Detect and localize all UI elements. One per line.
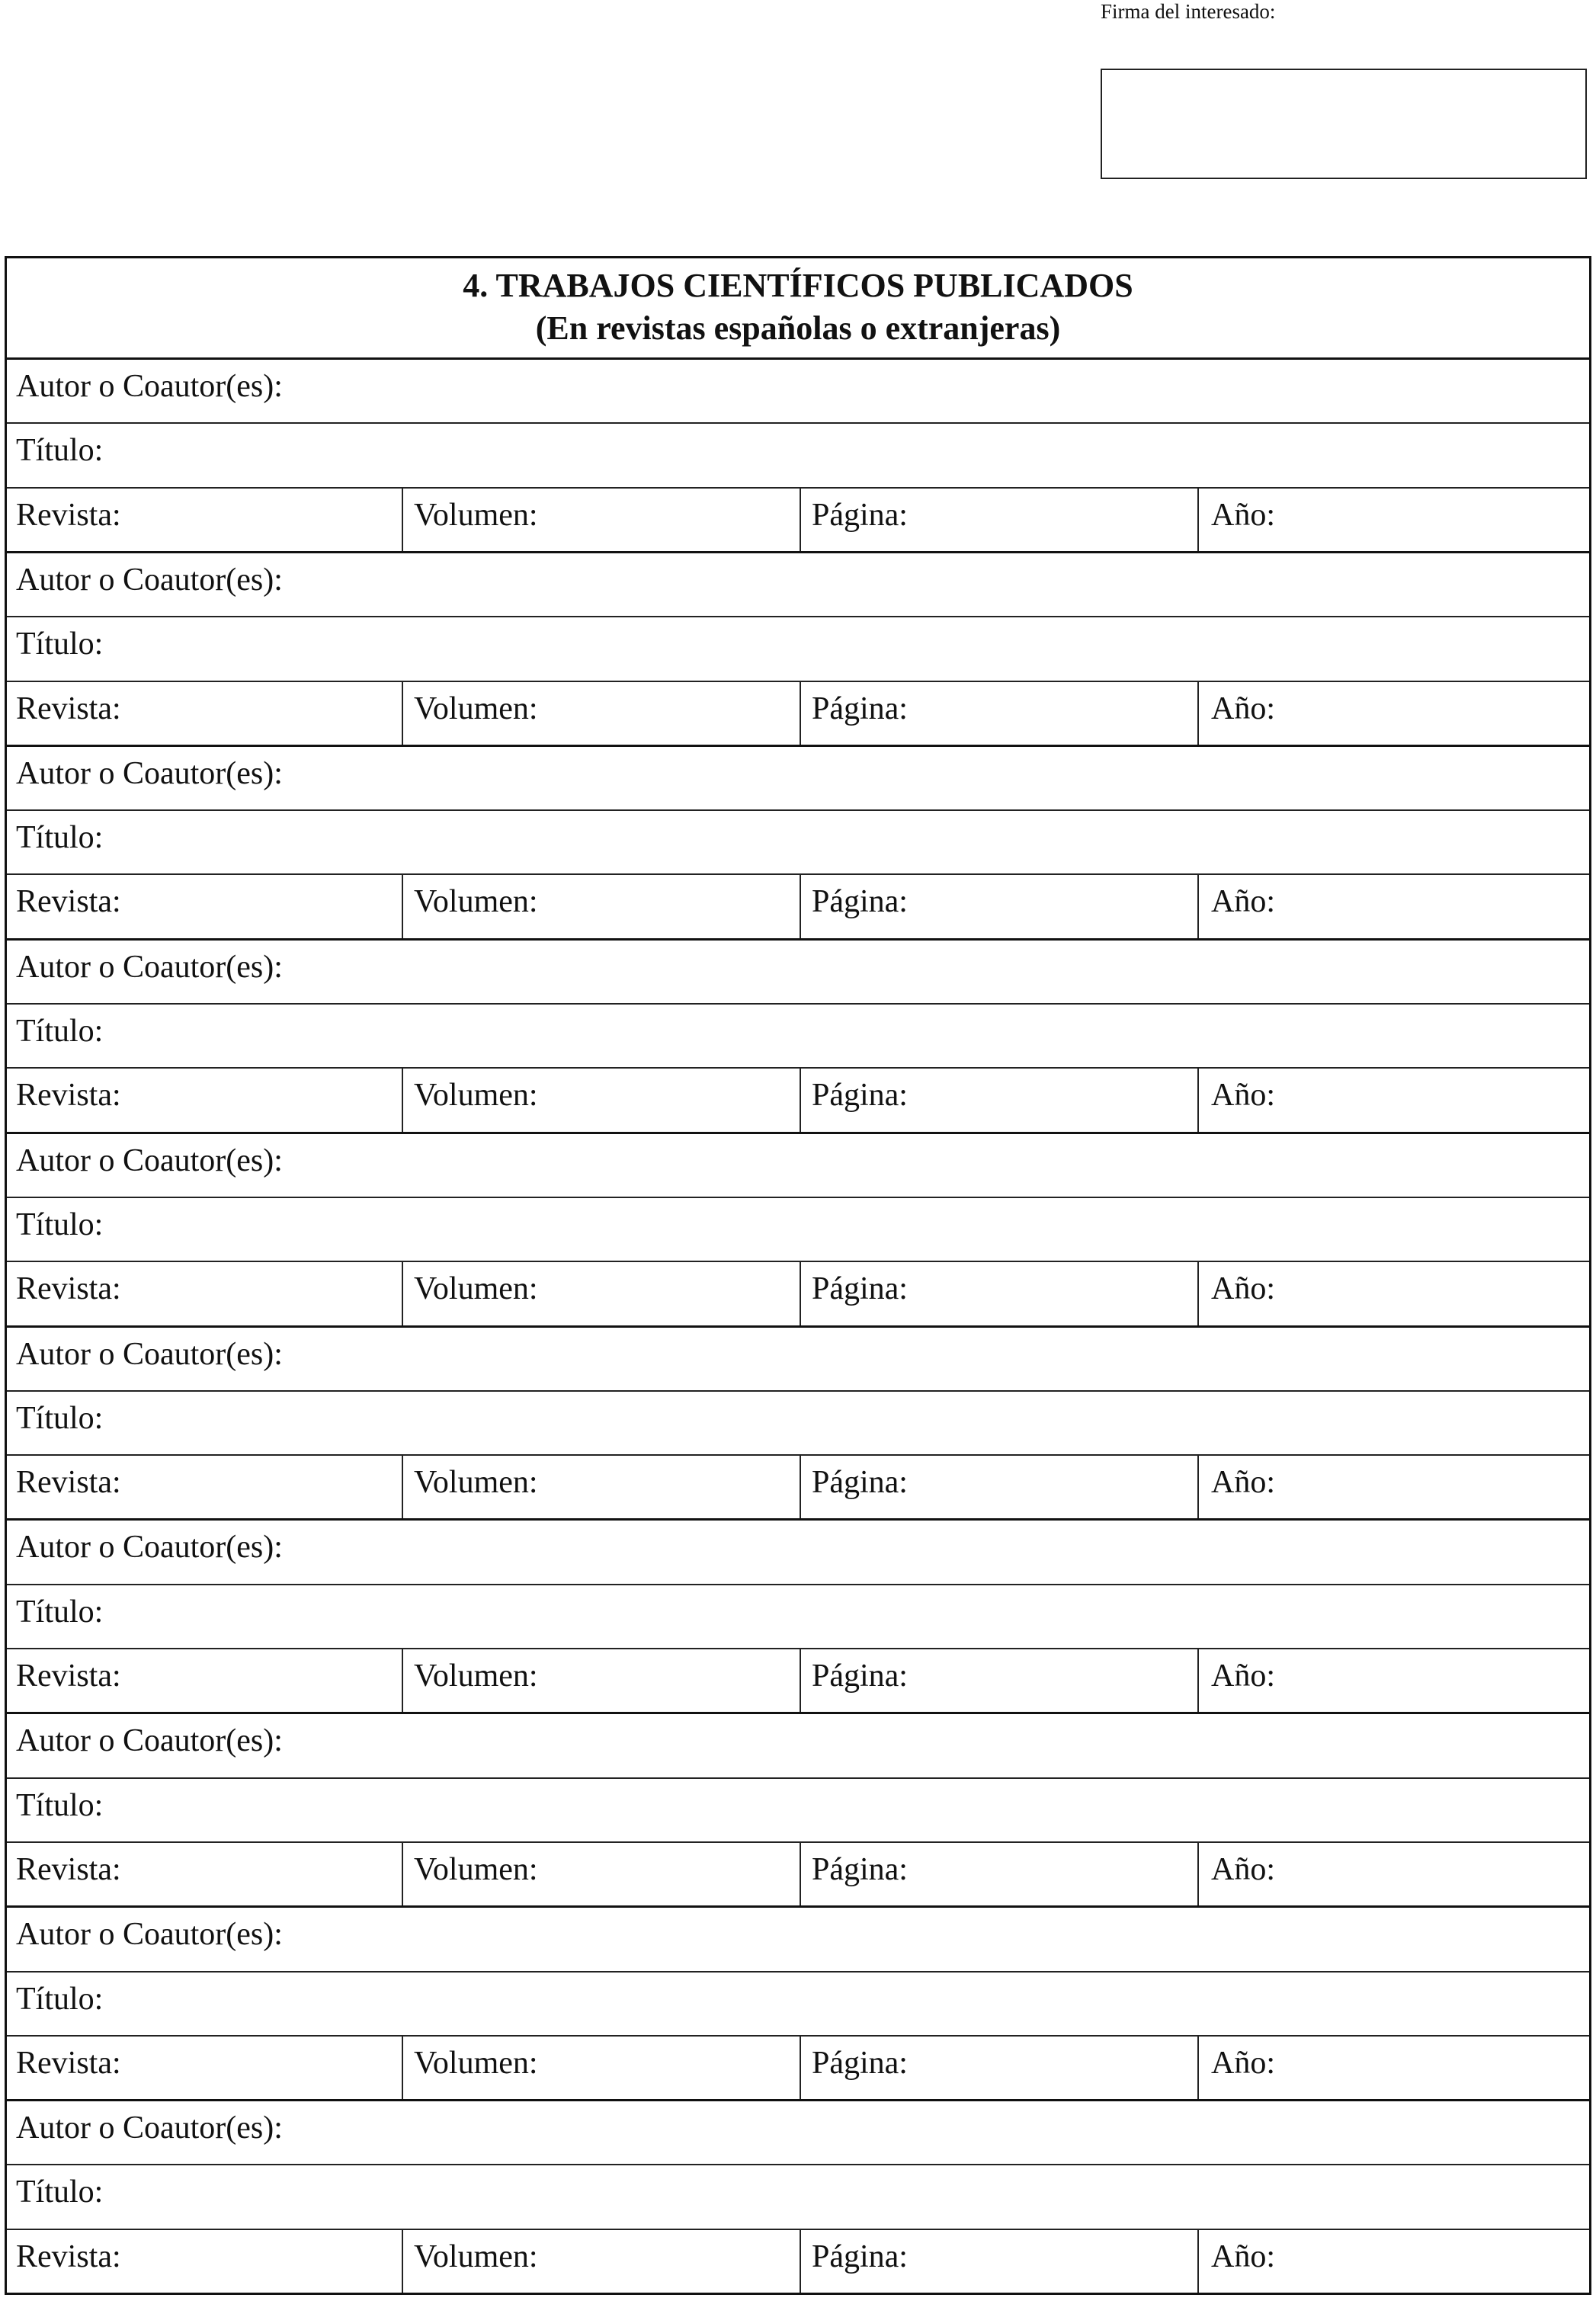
publication-entry	[7, 747, 1589, 941]
page-label: Página:	[812, 691, 908, 726]
section-title: 4. TRABAJOS CIENTÍFICOS PUBLICADOS	[463, 267, 1133, 304]
year-field[interactable]	[1199, 2230, 1589, 2293]
author-label: Autor o Coautor(es):	[16, 1336, 283, 1372]
year-label: Año:	[1211, 884, 1275, 920]
year-label: Año:	[1211, 2239, 1275, 2274]
year-field[interactable]	[1199, 2037, 1589, 2099]
author-label: Autor o Coautor(es):	[16, 369, 283, 404]
publication-entries	[7, 360, 1589, 2293]
section-subtitle: (En revistas españolas o extranjeras)	[535, 309, 1061, 347]
author-field[interactable]	[7, 1908, 1589, 1970]
year-field[interactable]	[1199, 1262, 1589, 1325]
volume-label: Volumen:	[414, 1271, 538, 1307]
publication-entry	[7, 1521, 1589, 1714]
page-field[interactable]	[801, 1069, 1199, 1131]
publication-entry	[7, 1328, 1589, 1521]
author-row	[7, 747, 1589, 811]
journal-field[interactable]	[7, 1456, 403, 1518]
publication-entry	[7, 553, 1589, 747]
publication-entry	[7, 1908, 1589, 2101]
journal-label: Revista:	[16, 691, 121, 726]
page-label: Página:	[812, 2239, 908, 2274]
title-row	[7, 1973, 1589, 2037]
title-row	[7, 1585, 1589, 1649]
page-label: Página:	[812, 497, 908, 533]
author-field[interactable]	[7, 553, 1589, 616]
author-field[interactable]	[7, 941, 1589, 1003]
title-row	[7, 811, 1589, 875]
volume-field[interactable]	[403, 1456, 801, 1518]
page-field[interactable]	[801, 1649, 1199, 1712]
author-row	[7, 1328, 1589, 1392]
volume-label: Volumen:	[414, 497, 538, 533]
year-field[interactable]	[1199, 682, 1589, 745]
volume-label: Volumen:	[414, 1078, 538, 1114]
publications-form	[5, 256, 1591, 2295]
publication-entry	[7, 1714, 1589, 1908]
title-field[interactable]	[7, 1392, 1589, 1454]
author-row	[7, 1908, 1589, 1972]
page-label: Página:	[812, 1658, 908, 1694]
volume-field[interactable]	[403, 489, 801, 551]
volume-field[interactable]	[403, 1649, 801, 1712]
page-field[interactable]	[801, 1456, 1199, 1518]
author-label: Autor o Coautor(es):	[16, 2110, 283, 2146]
year-label: Año:	[1211, 1658, 1275, 1694]
author-label: Autor o Coautor(es):	[16, 1723, 283, 1759]
volume-field[interactable]	[403, 1262, 801, 1325]
details-row	[7, 1649, 1589, 1712]
title-label: Título:	[16, 2174, 104, 2210]
page-field[interactable]	[801, 1262, 1199, 1325]
publication-entry	[7, 2101, 1589, 2293]
journal-field[interactable]	[7, 1069, 403, 1131]
author-field[interactable]	[7, 1521, 1589, 1583]
year-field[interactable]	[1199, 1069, 1589, 1131]
year-field[interactable]	[1199, 489, 1589, 551]
author-field[interactable]	[7, 1714, 1589, 1777]
page-label: Página:	[812, 884, 908, 920]
title-row	[7, 1392, 1589, 1456]
title-field[interactable]	[7, 1585, 1589, 1648]
year-label: Año:	[1211, 1078, 1275, 1114]
journal-label: Revista:	[16, 1465, 121, 1501]
author-field[interactable]	[7, 747, 1589, 809]
page-field[interactable]	[801, 2037, 1199, 2099]
details-row	[7, 1069, 1589, 1131]
volume-field[interactable]	[403, 1069, 801, 1131]
journal-label: Revista:	[16, 1078, 121, 1114]
page-label: Página:	[812, 1078, 908, 1114]
year-field[interactable]	[1199, 1649, 1589, 1712]
author-field[interactable]	[7, 1328, 1589, 1390]
journal-label: Revista:	[16, 2045, 121, 2081]
volume-field[interactable]	[403, 875, 801, 937]
signature-label: Firma del interesado:	[1101, 0, 1276, 23]
title-row	[7, 424, 1589, 488]
journal-label: Revista:	[16, 1271, 121, 1307]
details-row	[7, 2037, 1589, 2099]
publication-entry	[7, 941, 1589, 1134]
year-label: Año:	[1211, 1465, 1275, 1501]
title-row	[7, 2165, 1589, 2229]
title-label: Título:	[16, 820, 104, 856]
title-label: Título:	[16, 1400, 104, 1436]
title-label: Título:	[16, 1207, 104, 1242]
volume-label: Volumen:	[414, 691, 538, 726]
author-row	[7, 1714, 1589, 1778]
title-label: Título:	[16, 1594, 104, 1630]
volume-label: Volumen:	[414, 1658, 538, 1694]
journal-field[interactable]	[7, 682, 403, 745]
signature-box[interactable]	[1101, 69, 1587, 179]
volume-label: Volumen:	[414, 2239, 538, 2274]
title-field[interactable]	[7, 2165, 1589, 2228]
volume-field[interactable]	[403, 2230, 801, 2293]
page-field[interactable]	[801, 2230, 1199, 2293]
author-label: Autor o Coautor(es):	[16, 755, 283, 791]
author-label: Autor o Coautor(es):	[16, 1530, 283, 1566]
title-field[interactable]	[7, 1779, 1589, 1841]
author-row	[7, 941, 1589, 1005]
section-header	[7, 258, 1589, 360]
volume-label: Volumen:	[414, 1851, 538, 1887]
title-label: Título:	[16, 1981, 104, 2017]
journal-label: Revista:	[16, 884, 121, 920]
author-row	[7, 553, 1589, 617]
journal-field[interactable]	[7, 2230, 403, 2293]
journal-label: Revista:	[16, 1658, 121, 1694]
author-row	[7, 2101, 1589, 2165]
title-label: Título:	[16, 433, 104, 469]
details-row	[7, 1843, 1589, 1905]
title-field[interactable]	[7, 1198, 1589, 1261]
year-label: Año:	[1211, 497, 1275, 533]
page-field[interactable]	[801, 875, 1199, 937]
page-label: Página:	[812, 1851, 908, 1887]
page-field[interactable]	[801, 489, 1199, 551]
journal-label: Revista:	[16, 1851, 121, 1887]
volume-label: Volumen:	[414, 1465, 538, 1501]
author-field[interactable]	[7, 360, 1589, 422]
details-row	[7, 1456, 1589, 1518]
publication-entry	[7, 1134, 1589, 1328]
journal-field[interactable]	[7, 2037, 403, 2099]
details-row	[7, 2230, 1589, 2293]
year-field[interactable]	[1199, 875, 1589, 937]
year-label: Año:	[1211, 1271, 1275, 1307]
volume-field[interactable]	[403, 682, 801, 745]
page-field[interactable]	[801, 682, 1199, 745]
title-row	[7, 1005, 1589, 1069]
year-field[interactable]	[1199, 1843, 1589, 1905]
volume-field[interactable]	[403, 2037, 801, 2099]
title-field[interactable]	[7, 1005, 1589, 1067]
publication-entry	[7, 360, 1589, 553]
journal-label: Revista:	[16, 497, 121, 533]
title-field[interactable]	[7, 811, 1589, 873]
title-field[interactable]	[7, 424, 1589, 486]
author-row	[7, 1521, 1589, 1585]
title-field[interactable]	[7, 617, 1589, 680]
journal-field[interactable]	[7, 1843, 403, 1905]
year-label: Año:	[1211, 2045, 1275, 2081]
volume-label: Volumen:	[414, 2045, 538, 2081]
title-label: Título:	[16, 627, 104, 662]
author-label: Autor o Coautor(es):	[16, 562, 283, 598]
author-row	[7, 1134, 1589, 1198]
author-field[interactable]	[7, 1134, 1589, 1197]
journal-field[interactable]	[7, 489, 403, 551]
year-field[interactable]	[1199, 1456, 1589, 1518]
page-label: Página:	[812, 1465, 908, 1501]
author-label: Autor o Coautor(es):	[16, 949, 283, 985]
page-label: Página:	[812, 1271, 908, 1307]
page-field[interactable]	[801, 1843, 1199, 1905]
title-label: Título:	[16, 1787, 104, 1823]
title-row	[7, 1779, 1589, 1843]
journal-field[interactable]	[7, 875, 403, 937]
author-label: Autor o Coautor(es):	[16, 1142, 283, 1178]
details-row	[7, 875, 1589, 937]
title-field[interactable]	[7, 1973, 1589, 2035]
volume-field[interactable]	[403, 1843, 801, 1905]
page-label: Página:	[812, 2045, 908, 2081]
journal-field[interactable]	[7, 1649, 403, 1712]
author-label: Autor o Coautor(es):	[16, 1917, 283, 1953]
title-row	[7, 617, 1589, 681]
details-row	[7, 1262, 1589, 1325]
journal-label: Revista:	[16, 2239, 121, 2274]
author-row	[7, 360, 1589, 424]
details-row	[7, 489, 1589, 551]
author-field[interactable]	[7, 2101, 1589, 2164]
title-row	[7, 1198, 1589, 1262]
volume-label: Volumen:	[414, 884, 538, 920]
year-label: Año:	[1211, 691, 1275, 726]
year-label: Año:	[1211, 1851, 1275, 1887]
details-row	[7, 682, 1589, 745]
title-label: Título:	[16, 1014, 104, 1050]
journal-field[interactable]	[7, 1262, 403, 1325]
